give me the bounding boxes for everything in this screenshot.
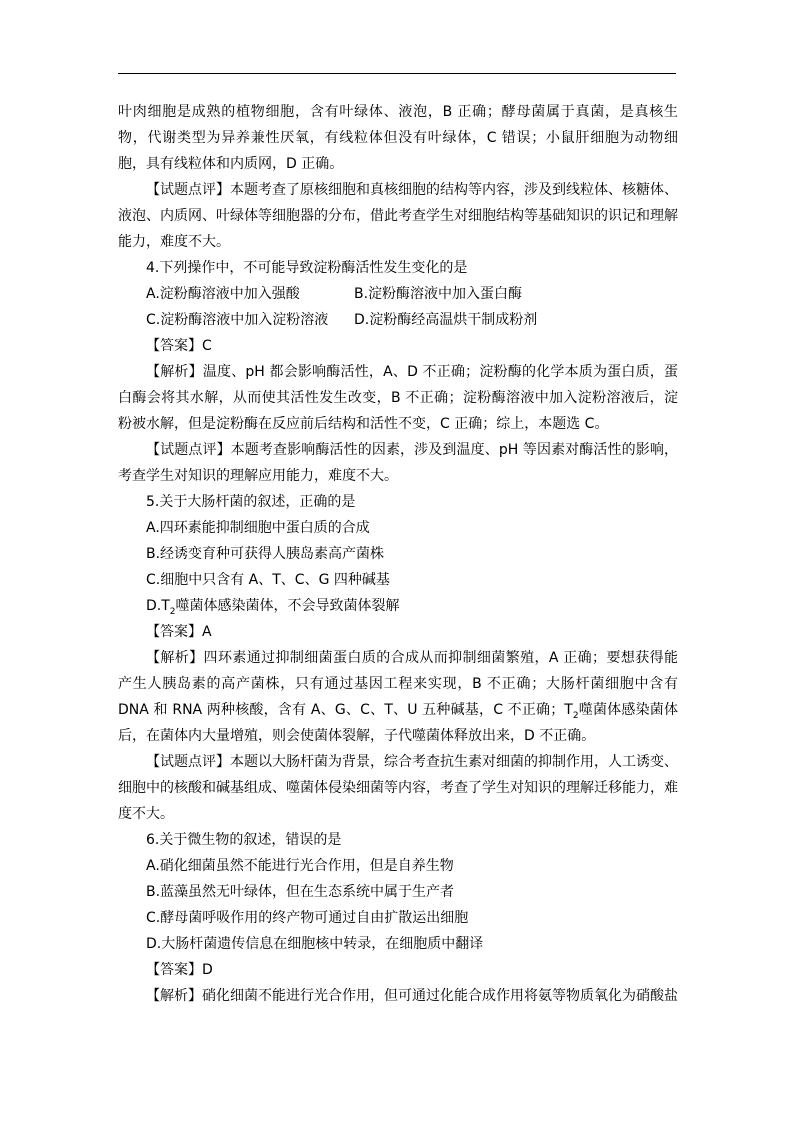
option-d: [118, 593, 678, 619]
paragraph-continued: 叶肉细胞是成熟的植物细胞，含有叶绿体、液泡，B 正确；酵母菌属于真菌，是真核生物，代谢类型为异养兼性厌氧，有线粒体但没有叶绿体，C 错误；小鼠肝细胞为动物细胞，具有线粒体和内质网，D 正确。: [118, 104, 678, 172]
answer-q4: 【答案】C: [146, 338, 212, 354]
question-5-stem: 5.关于大肠杆菌的叙述，正确的是: [146, 494, 356, 510]
option-d-prefix: D.T: [146, 598, 170, 614]
question-6-stem: 6.关于微生物的叙述，错误的是: [146, 832, 342, 848]
header-rule: [118, 73, 676, 74]
comment-q5: 【试题点评】本题以大肠杆菌为背景，综合考查抗生素对细菌的抑制作用，人工诱变、细胞中的核酸和碱基组成、噬菌体侵染细菌等内容，考查了学生对知识的理解迁移能力，难度不大。: [118, 754, 678, 822]
subscript: 2: [169, 606, 176, 617]
option-a: A.四环素能抑制细胞中蛋白质的合成: [146, 520, 370, 536]
option-a: A.硝化细菌虽然不能进行光合作用，但是自养生物: [146, 858, 454, 874]
analysis-q5-part2: 噬菌体感染菌体后，在菌体内大量增殖，则会使菌体裂解，子代噬菌体释放出来，D 不正确。: [118, 702, 679, 744]
option-c: C.酵母菌呼吸作用的终产物可通过自由扩散运出细胞: [146, 910, 469, 926]
analysis-q6: 【解析】硝化细菌不能进行光合作用，但可通过化能合成作用将氨等物质氧化为硝酸盐: [146, 988, 678, 1004]
option-c: C.细胞中只含有 A、T、C、G 四种碱基: [146, 572, 390, 588]
option-b: B.经诱变育种可获得人胰岛素高产菌株: [146, 546, 385, 562]
option-b: B.淀粉酶溶液中加入蛋白酶: [354, 286, 523, 302]
comment-q3: 【试题点评】本题考查了原核细胞和真核细胞的结构等内容，涉及到线粒体、核糖体、液泡、内质网、叶绿体等细胞器的分布，借此考查学生对细胞结构等基础知识的识记和理解能力，难度不大。: [118, 182, 678, 250]
option-d: D.淀粉酶经高温烘干制成粉剂: [354, 312, 538, 328]
question-4-options-row2: [118, 307, 678, 333]
answer-q6: 【答案】D: [146, 962, 213, 978]
page-content: [118, 99, 678, 1009]
analysis-q5-part1: 【解析】四环素通过抑制细菌蛋白质的合成从而抑制细菌繁殖，A 正确；要想获得能产生人胰岛素的高产菌株，只有通过基因工程来实现，B 不正确；大肠杆菌细胞中含有 DNA 和 RNA 两种核酸，含有 A、G、C、T、U 五种碱基，C 不正确；T: [118, 650, 678, 718]
option-b: B.蓝藻虽然无叶绿体，但在生态系统中属于生产者: [146, 884, 455, 900]
option-d-text: 噬菌体感染菌体，不会导致菌体裂解: [175, 598, 400, 614]
comment-q4: 【试题点评】本题考查影响酶活性的因素，涉及到温度、pH 等因素对酶活性的影响，考查学生对知识的理解应用能力，难度不大。: [118, 442, 678, 484]
option-d: D.大肠杆菌遗传信息在细胞核中转录，在细胞质中翻译: [146, 936, 484, 952]
question-4-stem: 4.下列操作中，不可能导致淀粉酶活性发生变化的是: [146, 260, 468, 276]
option-c: C.淀粉酶溶液中加入淀粉溶液: [146, 312, 329, 328]
question-4-options-row1: [118, 281, 678, 307]
answer-q5: 【答案】A: [146, 624, 212, 640]
analysis-q4: 【解析】温度、pH 都会影响酶活性，A、D 不正确；淀粉酶的化学本质为蛋白质，蛋白酶会将其水解，从而使其活性发生改变，B 不正确；淀粉酶溶液中加入淀粉溶液后，淀粉被水解，但是淀粉酶在反应前后结构和活性不变，C 正确；综上，本题选 C。: [118, 364, 678, 432]
subscript: 2: [572, 710, 579, 721]
analysis-q5: [118, 645, 678, 749]
option-a: A.淀粉酶溶液中加入强酸: [146, 286, 300, 302]
